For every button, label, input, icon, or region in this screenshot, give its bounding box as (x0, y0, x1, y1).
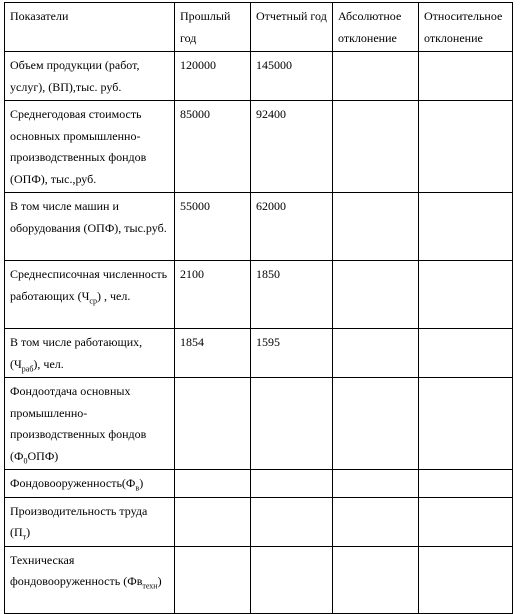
previous-year-value (175, 470, 251, 498)
previous-year-value: 1854 (175, 329, 251, 378)
table-row (5, 329, 513, 378)
current-year-value (251, 378, 333, 470)
indicator-name-cell (5, 546, 175, 613)
indicator-name-cell (5, 470, 175, 498)
indicator-name-suffix: ОПФ) (27, 448, 59, 463)
current-year-value (251, 470, 333, 498)
indicator-name-cell (5, 101, 175, 193)
indicator-name: В том числе машин и оборудования (ОПФ), тыс.руб. (10, 199, 167, 235)
absolute-deviation-value (333, 52, 419, 101)
absolute-deviation-value (333, 101, 419, 193)
table-row (5, 470, 513, 498)
absolute-deviation-value (333, 261, 419, 329)
previous-year-value: 55000 (175, 193, 251, 261)
indicator-name: Производительность труда (П (10, 503, 148, 539)
indicator-name-cell (5, 497, 175, 546)
indicator-subscript: 0 (23, 455, 28, 465)
header-cell-current-year: Отчетный год (251, 3, 333, 52)
table-row (5, 193, 513, 261)
absolute-deviation-value (333, 378, 419, 470)
indicator-name: Техническая фондовооруженность (Фв (10, 552, 143, 588)
absolute-deviation-value (333, 546, 419, 613)
relative-deviation-value (419, 52, 513, 101)
absolute-deviation-value (333, 193, 419, 261)
current-year-value (251, 546, 333, 613)
indicator-name: Объем продукции (работ, услуг), (ВП),тыс. руб. (10, 58, 140, 94)
indicator-subscript: техн (142, 581, 158, 591)
relative-deviation-value (419, 378, 513, 470)
absolute-deviation-value (333, 497, 419, 546)
relative-deviation-value (419, 329, 513, 378)
indicator-name-cell (5, 52, 175, 101)
absolute-deviation-value (333, 329, 419, 378)
previous-year-value (175, 497, 251, 546)
indicator-name: В том числе работающих, (Ч (10, 335, 143, 371)
indicator-name-suffix: ) (157, 574, 162, 588)
header-row (5, 3, 513, 52)
relative-deviation-value (419, 193, 513, 261)
current-year-value: 1595 (251, 329, 333, 378)
previous-year-value (175, 546, 251, 613)
table-row (5, 546, 513, 613)
indicator-name-cell (5, 329, 175, 378)
indicator-subscript: в (135, 483, 140, 493)
indicator-name-cell (5, 261, 175, 329)
current-year-value: 1850 (251, 261, 333, 329)
previous-year-value: 85000 (175, 101, 251, 193)
relative-deviation-value (419, 546, 513, 613)
indicator-subscript: т (22, 532, 27, 542)
indicator-name: Фондовооруженность(Ф (10, 476, 136, 490)
header-cell-previous-year: Прошлый год (175, 3, 251, 52)
indicator-name-suffix: ) , чел. (96, 288, 131, 303)
relative-deviation-value (419, 101, 513, 193)
current-year-value: 62000 (251, 193, 333, 261)
indicator-name: Фондоотдача основных промышленно-производственных фондов (Ф (10, 384, 147, 463)
indicator-name-cell (5, 378, 175, 470)
indicator-subscript: ср (89, 295, 97, 305)
current-year-value: 145000 (251, 52, 333, 101)
indicator-name-suffix: ) (26, 525, 31, 539)
table-row (5, 101, 513, 193)
header-cell-absolute-deviation: Абсолютное отклонение (333, 3, 419, 52)
relative-deviation-value (419, 497, 513, 546)
indicator-name: Среднегодовая стоимость основных промышленно-производственных фондов (ОПФ), тыс.,руб. (10, 107, 147, 186)
current-year-value (251, 497, 333, 546)
indicators-table (4, 2, 513, 614)
absolute-deviation-value (333, 470, 419, 498)
previous-year-value: 120000 (175, 52, 251, 101)
table-row (5, 261, 513, 329)
current-year-value: 92400 (251, 101, 333, 193)
indicator-name: Среднесписочная численность работающих (Ч (10, 267, 168, 303)
table-row (5, 378, 513, 470)
previous-year-value (175, 378, 251, 470)
indicator-name-cell (5, 193, 175, 261)
relative-deviation-value (419, 261, 513, 329)
indicator-name-suffix: ) (139, 476, 144, 490)
table-row (5, 52, 513, 101)
relative-deviation-value (419, 470, 513, 498)
header-cell-indicator: Показатели (5, 3, 175, 52)
previous-year-value: 2100 (175, 261, 251, 329)
indicator-name-suffix: ), чел. (33, 356, 64, 371)
indicator-subscript: раб (21, 363, 34, 373)
table-row (5, 497, 513, 546)
header-cell-relative-deviation: Относительное отклонение (419, 3, 513, 52)
